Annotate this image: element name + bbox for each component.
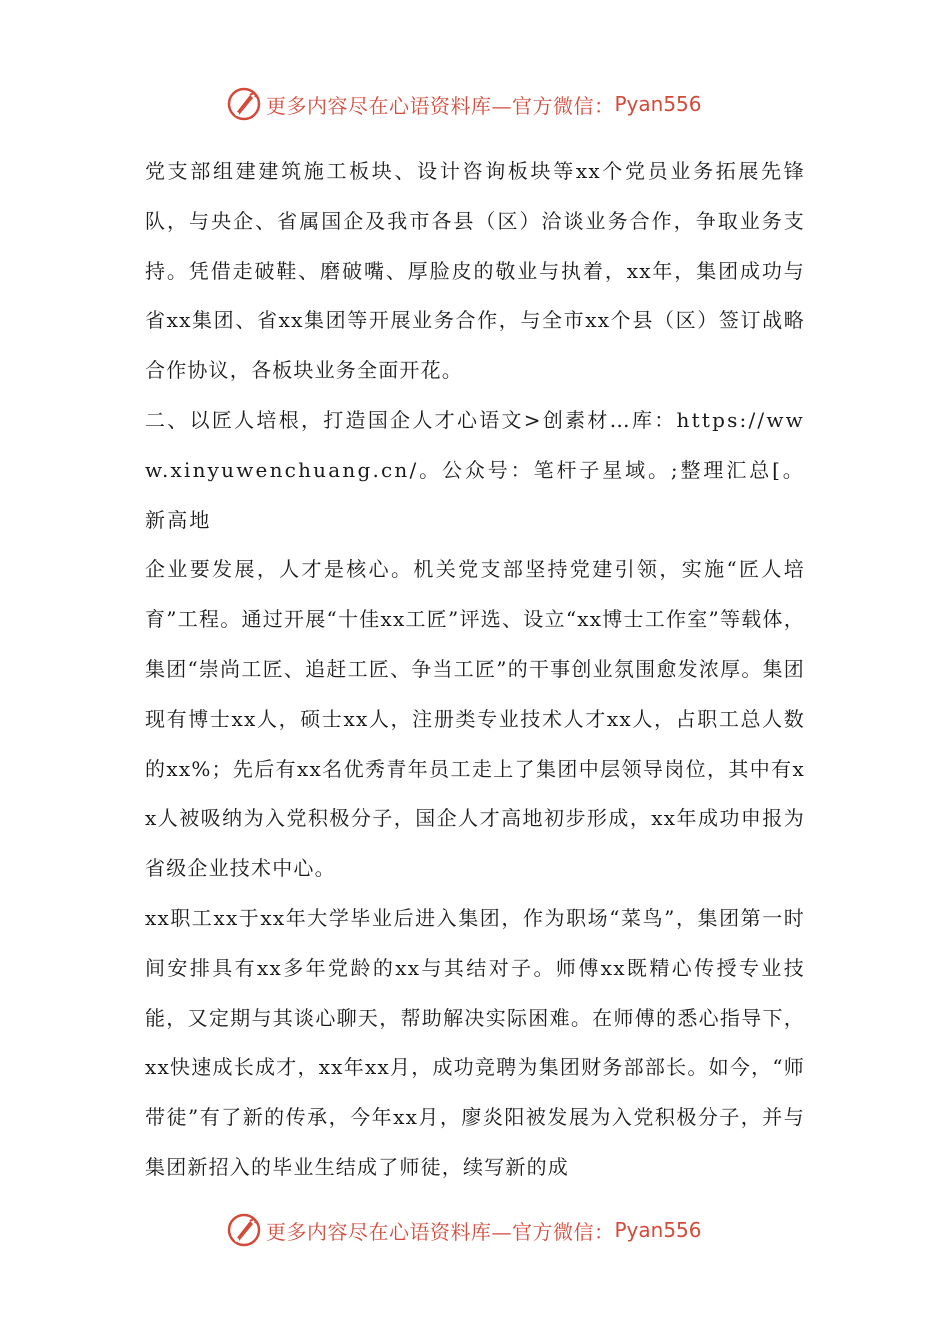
watermark-text: 更多内容尽在心语资料库—官方微信： xyxy=(266,1219,615,1244)
section-heading: 二、以匠人培根，打造国企人才心语文>创素材…库：https://www.xinyuwenchuang.cn/。公众号：笔杆子星域。;整理汇总[。新高地 xyxy=(145,407,805,532)
document-body xyxy=(145,147,805,1193)
quill-pen-logo-icon xyxy=(226,86,262,122)
paragraph: xx职工xx于xx年大学毕业后进入集团，作为职场“菜鸟”，集团第一时间安排具有xx多年党龄的xx与其结对子。师傅xx既精心传授专业技能，又定期与其谈心聊天，帮助解决实际困难。在师傅的悉心指导下，xx快速成长成才，xx年xx月，成功竞聘为集团财务部部长。如今，“师带徒”有了新的传承，今年xx月，廖炎阳被发展为入党积极分子，并与集团新招入的毕业生结成了师徒，续写新的成 xyxy=(145,905,805,1179)
watermark-contact: Pyan556 xyxy=(614,92,702,116)
watermark-contact: Pyan556 xyxy=(614,1218,702,1242)
watermark-text: 更多内容尽在心语资料库—官方微信： xyxy=(266,93,615,118)
paragraph: 党支部组建建筑施工板块、设计咨询板块等xx个党员业务拓展先锋队，与央企、省属国企及我市各县（区）洽谈业务合作，争取业务支持。凭借走破鞋、磨破嘴、厚脸皮的敬业与执着，xx年，集团成功与省xx集团、省xx集团等开展业务合作，与全市xx个县（区）签订战略合作协议，各板块业务全面开花。 xyxy=(145,159,805,383)
watermark-header xyxy=(226,84,702,124)
watermark-footer xyxy=(226,1210,702,1250)
quill-pen-logo-icon xyxy=(226,1212,262,1248)
paragraph: 企业要发展，人才是核心。机关党支部坚持党建引领，实施“匠人培育”工程。通过开展“十佳xx工匠”评选、设立“xx博士工作室”等载体，集团“崇尚工匠、追赶工匠、争当工匠”的干事创业氛围愈发浓厚。集团现有博士xx人，硕士xx人，注册类专业技术人才xx人，占职工总人数的xx%；先后有xx名优秀青年员工走上了集团中层领导岗位，其中有xx人被吸纳为入党积极分子，国企人才高地初步形成，xx年成功申报为省级企业技术中心。 xyxy=(145,557,805,881)
